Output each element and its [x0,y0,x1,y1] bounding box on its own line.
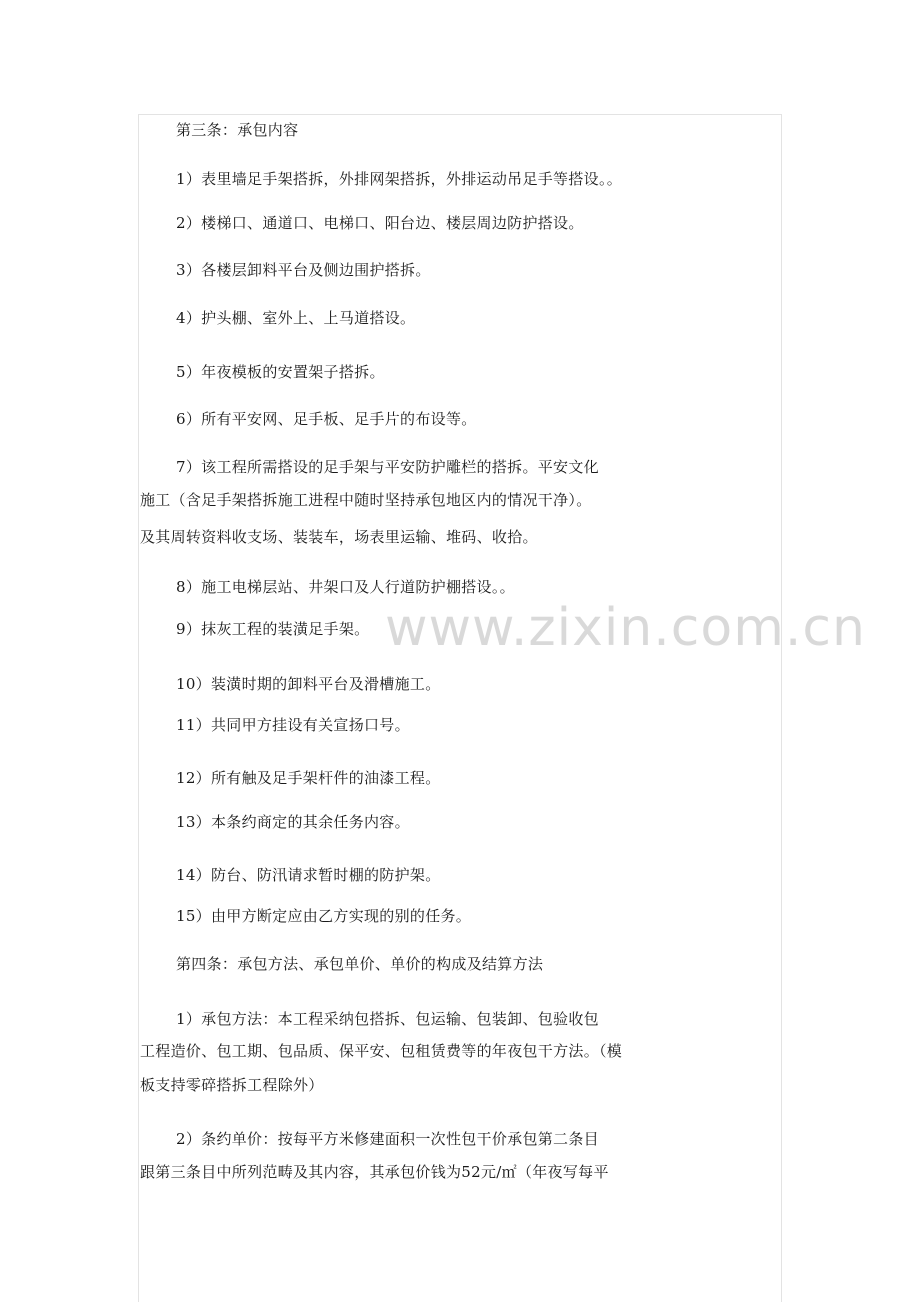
clause-item: 8）施工电梯层站、井架口及人行道防护棚搭设。。 [176,578,515,596]
watermark: www.zixin.com.cn [385,598,866,658]
clause-item: 14）防台、防汛请求暂时棚的防护架。 [176,866,441,884]
clause-item: 3）各楼层卸料平台及侧边围护搭拆。 [176,261,431,279]
clause-item: 12）所有触及足手架杆件的油漆工程。 [176,769,441,787]
article-3-heading: 第三条：承包内容 [176,121,299,139]
clause-item: 13）本条约商定的其余任务内容。 [176,813,410,831]
clause-item-continued: 工程造价、包工期、包品质、保平安、包租赁费等的年夜包干方法。（模 [140,1042,623,1060]
clause-item-continued: 及其周转资料收支场、装装车，场表里运输、堆码、收拾。 [140,528,538,546]
clause-item: 1）承包方法：本工程采纳包搭拆、包运输、包装卸、包验收包 [176,1010,599,1028]
clause-item-continued: 板支持零碎搭拆工程除外） [140,1076,324,1094]
article-4-heading: 第四条：承包方法、承包单价、单价的构成及结算方法 [176,955,544,973]
clause-item: 1）表里墙足手架搭拆，外排网架搭拆，外排运动吊足手等搭设。。 [176,170,623,188]
clause-item: 7）该工程所需搭设的足手架与平安防护雕栏的搭拆。平安文化 [176,458,599,476]
clause-item: 2）条约单价：按每平方米修建面积一次性包干价承包第二条目 [176,1130,599,1148]
clause-item: 5）年夜模板的安置架子搭拆。 [176,363,385,381]
page-frame [138,114,782,1302]
clause-item: 15）由甲方断定应由乙方实现的别的任务。 [176,907,472,925]
clause-item: 6）所有平安网、足手板、足手片的布设等。 [176,410,477,428]
clause-item: 9）抹灰工程的装潢足手架。 [176,620,370,638]
clause-item-continued: 跟第三条目中所列范畴及其内容，其承包价钱为52元/㎡（年夜写每平 [140,1163,609,1181]
clause-item: 11）共同甲方挂设有关宣扬口号。 [176,716,410,734]
clause-item: 4）护头棚、室外上、上马道搭设。 [176,309,416,327]
clause-item: 2）楼梯口、通道口、电梯口、阳台边、楼层周边防护搭设。 [176,214,584,232]
clause-item-continued: 施工（含足手架搭拆施工进程中随时坚持承包地区内的情况干净）。 [140,491,592,509]
clause-item: 10）装潢时期的卸料平台及滑槽施工。 [176,675,441,693]
